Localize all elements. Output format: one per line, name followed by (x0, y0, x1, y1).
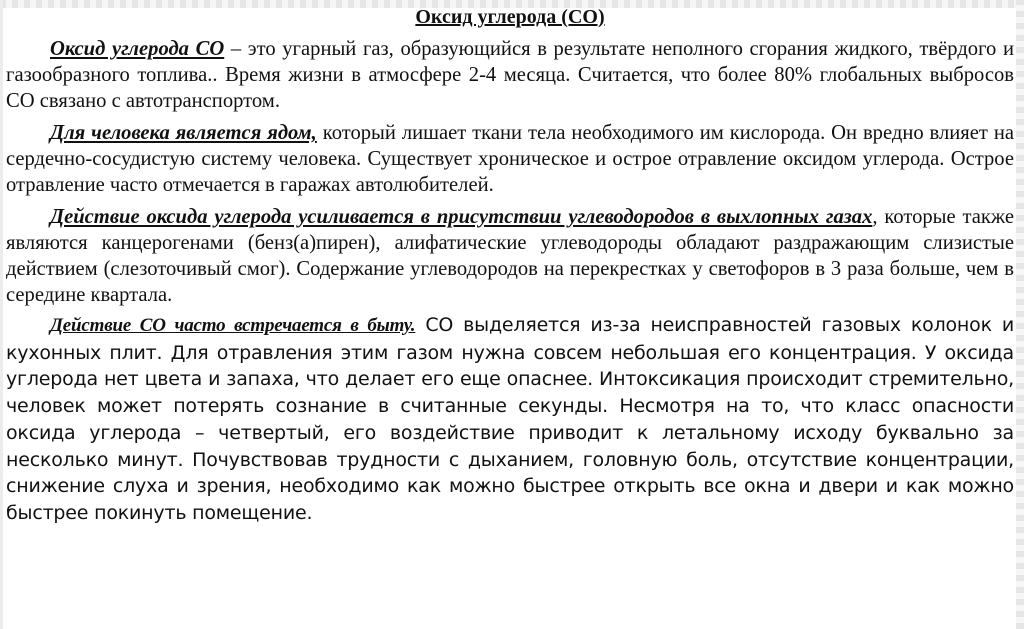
paragraph-text: , которые также являются канцерогенами (бенз(а)пирен), алифатические углеводороды обладают раздражающим слизистые действием (слезоточивый смог). Содержание углеводородов на перекрестках у светофоров в 3 раза больше, чем в середине квартала. (6, 206, 1015, 306)
paragraph-lead: Для человека является ядом, (50, 122, 317, 144)
paragraph-household (6, 312, 1014, 527)
paragraph-co-definition (6, 36, 1014, 114)
paragraph-text: СО выделяется из-за неисправностей газовых колонок и кухонных плит. Для отравления этим газом нужна совсем небольшая его концентрация. У оксида углерода нет цвета и запаха, что делает его еще опаснее. Интоксикация происходит стремительно, человек может потерять сознание в считанные секунды. Несмотря на то, что класс опасности оксида углерода – четвертый, его воздействие приводит к летальному исходу буквально за несколько минут. Почувствовав трудности с дыханием, головную боль, отсутствие концентрации, снижение слуха и зрения, необходимо как можно быстрее открыть все окна и двери и как можно быстрее покинуть помещение. (6, 314, 1015, 524)
slide-content (6, 4, 1014, 527)
paragraph-lead: Действие СО часто встречается в быту. (50, 315, 416, 336)
paragraph-text: – это угарный газ, образующийся в результате неполного сгорания жидкого, твёрдого и газообразного топлива.. Время жизни в атмосфере 2-4 месяца. Считается, что более 80% глобальных выбросов СО связано с автотранспортом. (6, 38, 1014, 112)
paragraph-hydrocarbons (6, 204, 1014, 308)
decorative-frame-left (0, 0, 3, 629)
paragraph-lead: Действие оксида углерода усиливается в присутствии углеводородов в выхлопных газах (50, 206, 873, 228)
paragraph-toxicity (6, 120, 1014, 198)
paragraph-lead: Оксид углерода СО (50, 38, 225, 60)
paragraph-text: который лишает ткани тела необходимого им кислорода. Он вредно влияет на сердечно-сосудистую систему человека. Существует хроническое и острое отравление оксидом углерода. Острое отравление часто отмечается в гаражах автолюбителей. (6, 122, 1014, 196)
slide-title: Оксид углерода (СО) (415, 6, 605, 28)
decorative-frame-right (1016, 0, 1024, 629)
